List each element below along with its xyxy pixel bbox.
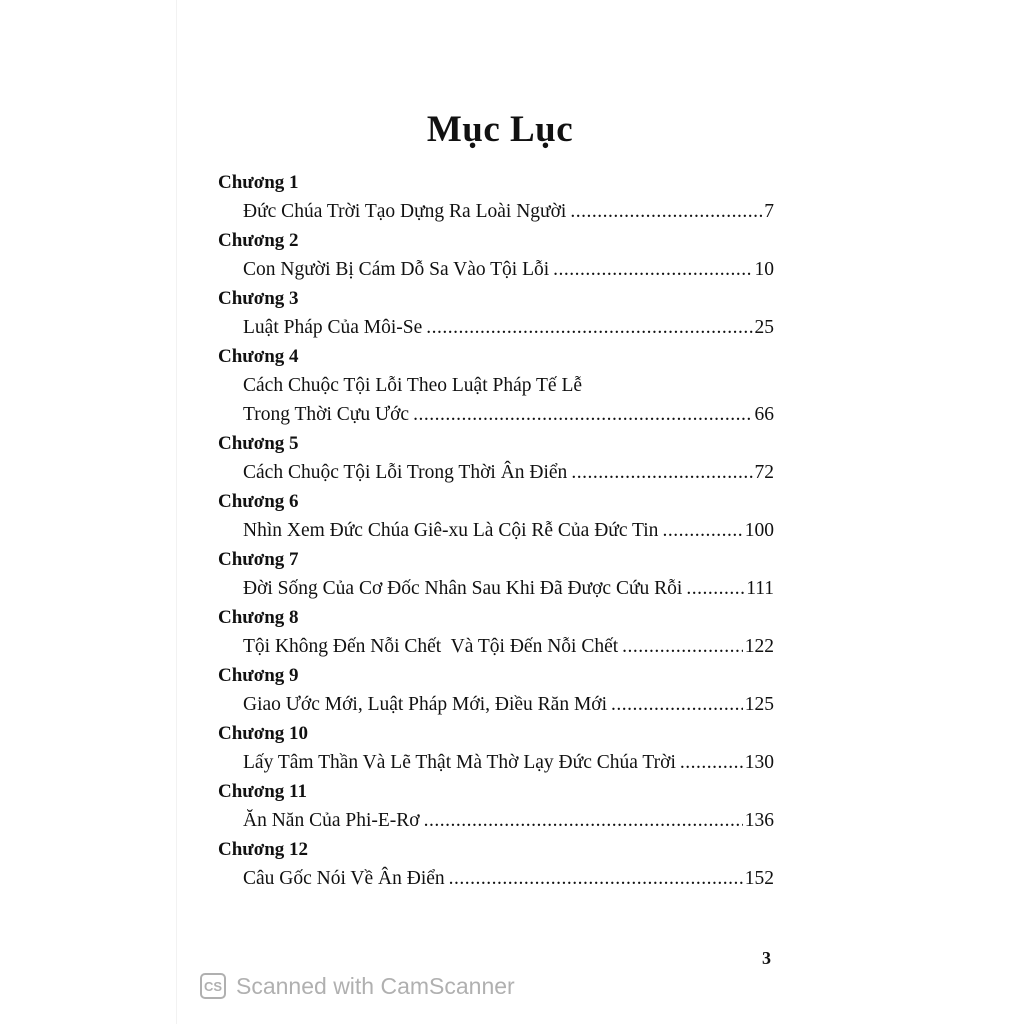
page-number: 3	[762, 948, 771, 968]
toc-entry-11	[243, 806, 774, 835]
toc-entry-title: Nhìn Xem Đức Chúa Giê-xu Là Cội Rễ Của Đức Tin	[243, 520, 659, 541]
toc-entry-title: Lấy Tâm Thần Và Lẽ Thật Mà Thờ Lạy Đức Chúa Trời	[243, 752, 676, 773]
toc-entry-page: 152	[744, 868, 774, 889]
toc-entry-4	[243, 400, 774, 429]
chapter-heading-11: Chương 11	[218, 781, 307, 802]
chapter-heading-2: Chương 2	[218, 230, 299, 251]
chapter-heading-12: Chương 12	[218, 839, 309, 860]
toc-entry-6	[243, 516, 774, 545]
toc-entry-page: 10	[754, 259, 774, 280]
toc-entry-page: 111	[746, 578, 774, 599]
chapter-heading-9: Chương 9	[218, 665, 299, 686]
toc-entry-2	[243, 255, 774, 284]
dot-leader	[553, 255, 752, 284]
toc-entry-5	[243, 458, 774, 487]
toc-entry-12	[243, 864, 774, 893]
toc-entry-title: Ăn Năn Của Phi-E-Rơ	[243, 810, 420, 831]
toc-entry-title: Đời Sống Của Cơ Đốc Nhân Sau Khi Đã Được Cứu Rỗi	[243, 578, 683, 599]
dot-leader	[570, 197, 762, 226]
toc-entry-page: 122	[744, 636, 774, 657]
chapter-heading-7: Chương 7	[218, 549, 299, 570]
toc-entry-title: Câu Gốc Nói Về Ân Điển	[243, 868, 445, 889]
toc-entry-page: 125	[744, 694, 774, 715]
chapter-heading-5: Chương 5	[218, 433, 299, 454]
chapter-heading-3: Chương 3	[218, 288, 299, 309]
toc-entry-title: Tội Không Đến Nỗi Chết Và Tội Đến Nỗi Chết	[243, 636, 619, 657]
toc-entry-8	[243, 632, 774, 661]
dot-leader	[426, 313, 752, 342]
dot-leader	[571, 458, 752, 487]
scan-edge-line	[176, 0, 177, 1024]
camscanner-watermark	[200, 970, 515, 1002]
dot-leader	[680, 748, 743, 777]
chapter-heading-10: Chương 10	[218, 723, 309, 744]
dot-leader	[611, 690, 743, 719]
dot-leader	[662, 516, 742, 545]
toc-entry-title: Cách Chuộc Tội Lỗi Trong Thời Ân Điển	[243, 462, 568, 483]
chapter-heading-1: Chương 1	[218, 172, 299, 193]
toc-entry-title: Trong Thời Cựu Ước	[243, 404, 410, 425]
camscanner-logo-icon: CS	[200, 973, 226, 999]
toc-entry-page: 130	[744, 752, 774, 773]
toc-entry-title: Giao Ước Mới, Luật Pháp Mới, Điều Răn Mới	[243, 694, 608, 715]
toc-entry-page: 72	[754, 462, 774, 483]
chapter-heading-8: Chương 8	[218, 607, 299, 628]
toc-entry-3	[243, 313, 774, 342]
dot-leader	[686, 574, 744, 603]
toc-entry-page: 25	[754, 317, 774, 338]
toc-entry-page: 100	[744, 520, 774, 541]
toc-entry-7	[243, 574, 774, 603]
chapter-heading-4: Chương 4	[218, 346, 299, 367]
watermark-text: Scanned with CamScanner	[236, 972, 515, 999]
toc-entry-title: Đức Chúa Trời Tạo Dựng Ra Loài Người	[243, 201, 567, 222]
toc-entry-4-line1: Cách Chuộc Tội Lỗi Theo Luật Pháp Tế Lễ	[243, 375, 583, 396]
dot-leader	[413, 400, 752, 429]
toc-entry-title: Con Người Bị Cám Dỗ Sa Vào Tội Lỗi	[243, 259, 550, 280]
dot-leader	[622, 632, 743, 661]
toc-entry-page: 136	[744, 810, 774, 831]
toc-entry-10	[243, 748, 774, 777]
dot-leader	[424, 806, 743, 835]
page-title: Mục Lục	[426, 109, 574, 150]
toc-entry-1	[243, 197, 774, 226]
toc-entry-page: 66	[754, 404, 774, 425]
toc-entry-title: Luật Pháp Của Môi-Se	[243, 317, 423, 338]
dot-leader	[449, 864, 743, 893]
chapter-heading-6: Chương 6	[218, 491, 299, 512]
table-of-contents	[218, 168, 774, 893]
toc-entry-page: 7	[764, 201, 774, 222]
toc-entry-9	[243, 690, 774, 719]
